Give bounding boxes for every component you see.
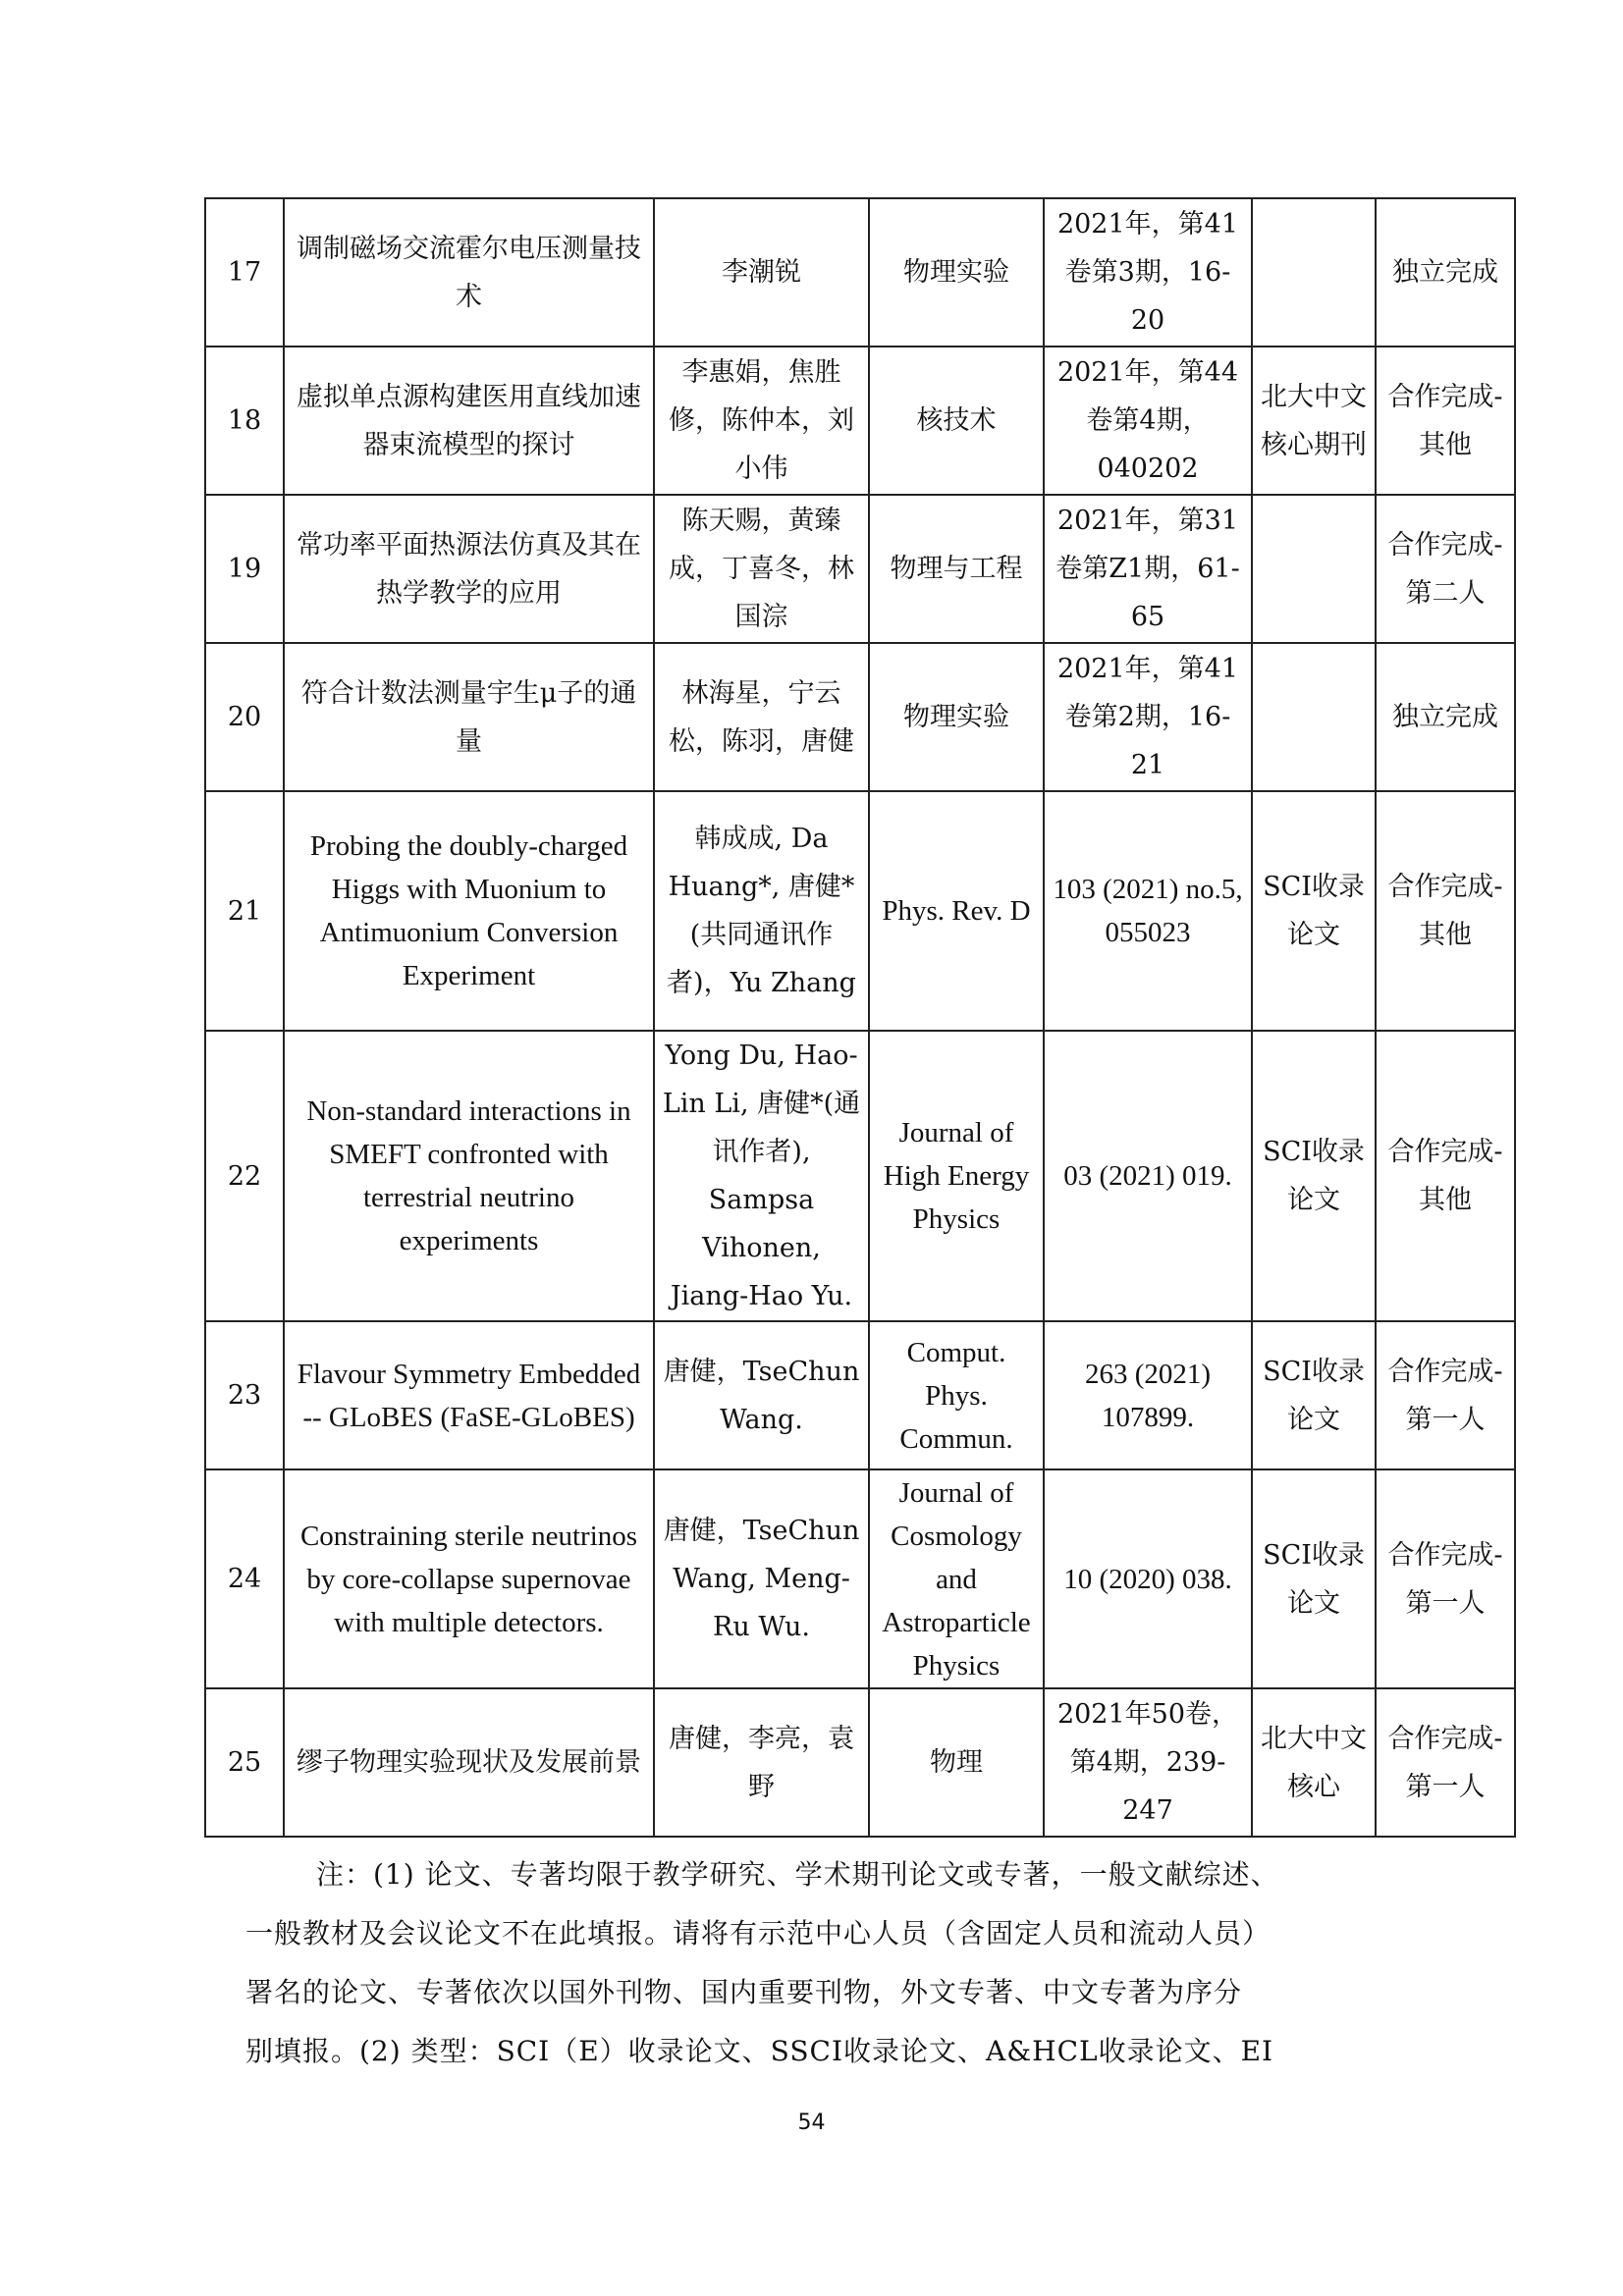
paper-journal: 物理 [869,1688,1044,1837]
paper-publication: 10 (2020) 038. [1044,1469,1252,1688]
paper-journal: 物理实验 [869,198,1044,347]
paper-publication: 2021年，第31卷第Z1期，61-65 [1044,495,1252,643]
paper-title: Flavour Symmetry Embedded -- GLoBES (FaSE-GLoBES) [284,1321,654,1469]
footnote-line: 注：(1) 论文、专著均限于教学研究、学术期刊论文或专著，一般文献综述、 [316,1858,1279,1891]
page-number: 54 [797,2110,826,2135]
paper-authors: 林海星，宁云松，陈羽，唐健 [654,643,869,791]
row-number: 17 [205,198,284,347]
paper-type: 独立完成 [1376,643,1515,791]
paper-authors: 李惠娟，焦胜修，陈仲本，刘小伟 [654,347,869,495]
table-row [205,347,1515,495]
table-row [205,1031,1515,1321]
paper-journal: 核技术 [869,347,1044,495]
paper-authors: 唐健，TseChun Wang, Meng-Ru Wu. [654,1469,869,1688]
paper-publication: 2021年，第41卷第2期，16-21 [1044,643,1252,791]
paper-authors: 唐健，李亮，袁野 [654,1688,869,1837]
paper-journal: Journal of Cosmology and Astroparticle Physics [869,1469,1044,1688]
paper-type: 合作完成-第二人 [1376,495,1515,643]
paper-authors: Yong Du, Hao-Lin Li, 唐健*(通讯作者), Sampsa Vihonen, Jiang-Hao Yu. [654,1031,869,1321]
row-number: 20 [205,643,284,791]
paper-title: 常功率平面热源法仿真及其在热学教学的应用 [284,495,654,643]
paper-index: 北大中文核心 [1252,1688,1376,1837]
footnote-line: 署名的论文、专著依次以国外刊物、国内重要刊物，外文专著、中文专著为序分 [245,1976,1243,2008]
paper-title: Non-standard interactions in SMEFT confronted with terrestrial neutrino experiments [284,1031,654,1321]
paper-index: SCI收录论文 [1252,1321,1376,1469]
table-row [205,791,1515,1031]
paper-journal: Journal of High Energy Physics [869,1031,1044,1321]
table-row [205,1469,1515,1688]
paper-index [1252,495,1376,643]
footnote [245,1845,1384,2081]
paper-type: 合作完成-其他 [1376,1031,1515,1321]
paper-index [1252,198,1376,347]
paper-index [1252,643,1376,791]
paper-publication: 2021年，第44卷第4期，040202 [1044,347,1252,495]
paper-type: 独立完成 [1376,198,1515,347]
table-row [205,198,1515,347]
table-row [205,495,1515,643]
paper-authors: 唐健，TseChun Wang. [654,1321,869,1469]
paper-journal: 物理与工程 [869,495,1044,643]
footnote-line: 一般教材及会议论文不在此填报。请将有示范中心人员（含固定人员和流动人员） [245,1917,1271,1949]
paper-publication: 2021年，第41卷第3期，16-20 [1044,198,1252,347]
paper-type: 合作完成-其他 [1376,791,1515,1031]
paper-authors: 李潮锐 [654,198,869,347]
table-row [205,1688,1515,1837]
footnote-line: 别填报。(2) 类型：SCI（E）收录论文、SSCI收录论文、A&HCL收录论文、EI [245,2035,1274,2067]
paper-authors: 韩成成, Da Huang*, 唐健*(共同通讯作者)，Yu Zhang [654,791,869,1031]
paper-authors: 陈天赐，黄臻成，丁喜冬，林国淙 [654,495,869,643]
paper-publication: 263 (2021) 107899. [1044,1321,1252,1469]
paper-publication: 103 (2021) no.5, 055023 [1044,791,1252,1031]
paper-type: 合作完成-第一人 [1376,1469,1515,1688]
row-number: 25 [205,1688,284,1837]
paper-title: 符合计数法测量宇生μ子的通量 [284,643,654,791]
paper-title: 调制磁场交流霍尔电压测量技术 [284,198,654,347]
row-number: 24 [205,1469,284,1688]
table-row [205,1321,1515,1469]
row-number: 23 [205,1321,284,1469]
paper-journal: Comput. Phys. Commun. [869,1321,1044,1469]
paper-index: SCI收录论文 [1252,791,1376,1031]
paper-title: Constraining sterile neutrinos by core-collapse supernovae with multiple detectors. [284,1469,654,1688]
row-number: 18 [205,347,284,495]
row-number: 22 [205,1031,284,1321]
paper-publication: 03 (2021) 019. [1044,1031,1252,1321]
row-number: 19 [205,495,284,643]
paper-publication: 2021年50卷，第4期，239-247 [1044,1688,1252,1837]
paper-journal: 物理实验 [869,643,1044,791]
paper-type: 合作完成-其他 [1376,347,1515,495]
paper-index: SCI收录论文 [1252,1469,1376,1688]
paper-title: 虚拟单点源构建医用直线加速器束流模型的探讨 [284,347,654,495]
paper-index: SCI收录论文 [1252,1031,1376,1321]
paper-title: 缪子物理实验现状及发展前景 [284,1688,654,1837]
paper-index: 北大中文核心期刊 [1252,347,1376,495]
papers-table [204,197,1516,1838]
paper-title: Probing the doubly-charged Higgs with Muonium to Antimuonium Conversion Experiment [284,791,654,1031]
paper-type: 合作完成-第一人 [1376,1321,1515,1469]
paper-journal: Phys. Rev. D [869,791,1044,1031]
paper-type: 合作完成-第一人 [1376,1688,1515,1837]
row-number: 21 [205,791,284,1031]
table-row [205,643,1515,791]
